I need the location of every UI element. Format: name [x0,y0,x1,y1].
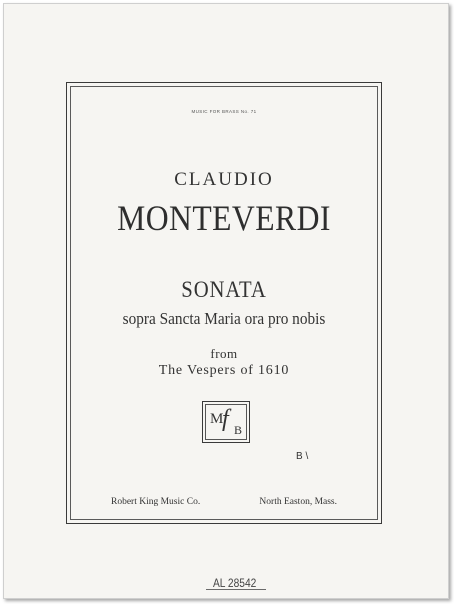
from-label: from [210,346,238,361]
composer-last-name: MONTEVERDI [117,198,331,238]
publisher-name: Robert King Music Co. [111,497,201,507]
cover-frame [66,82,382,524]
handwritten-mark: B \ [296,451,309,462]
logo-letter-m: M [210,411,224,427]
accession-number: AL 28542 [213,576,257,590]
composer-first-name: CLAUDIO [174,169,274,190]
score-cover-page [3,3,449,599]
source-work: The Vespers of 1610 [158,363,290,378]
logo-letter-f: f [222,406,229,432]
logo-letter-b: B [234,423,243,437]
cover-inner-border [70,86,378,520]
series-line: MUSIC FOR BRASS No. 71 [191,109,257,114]
publisher-location: North Easton, Mass. [259,497,337,507]
work-subtitle: sopra Sancta Maria ora pro nobis [122,309,326,328]
work-title: SONATA [181,277,267,302]
accession-underline [206,589,266,590]
publisher-logo [202,401,250,443]
